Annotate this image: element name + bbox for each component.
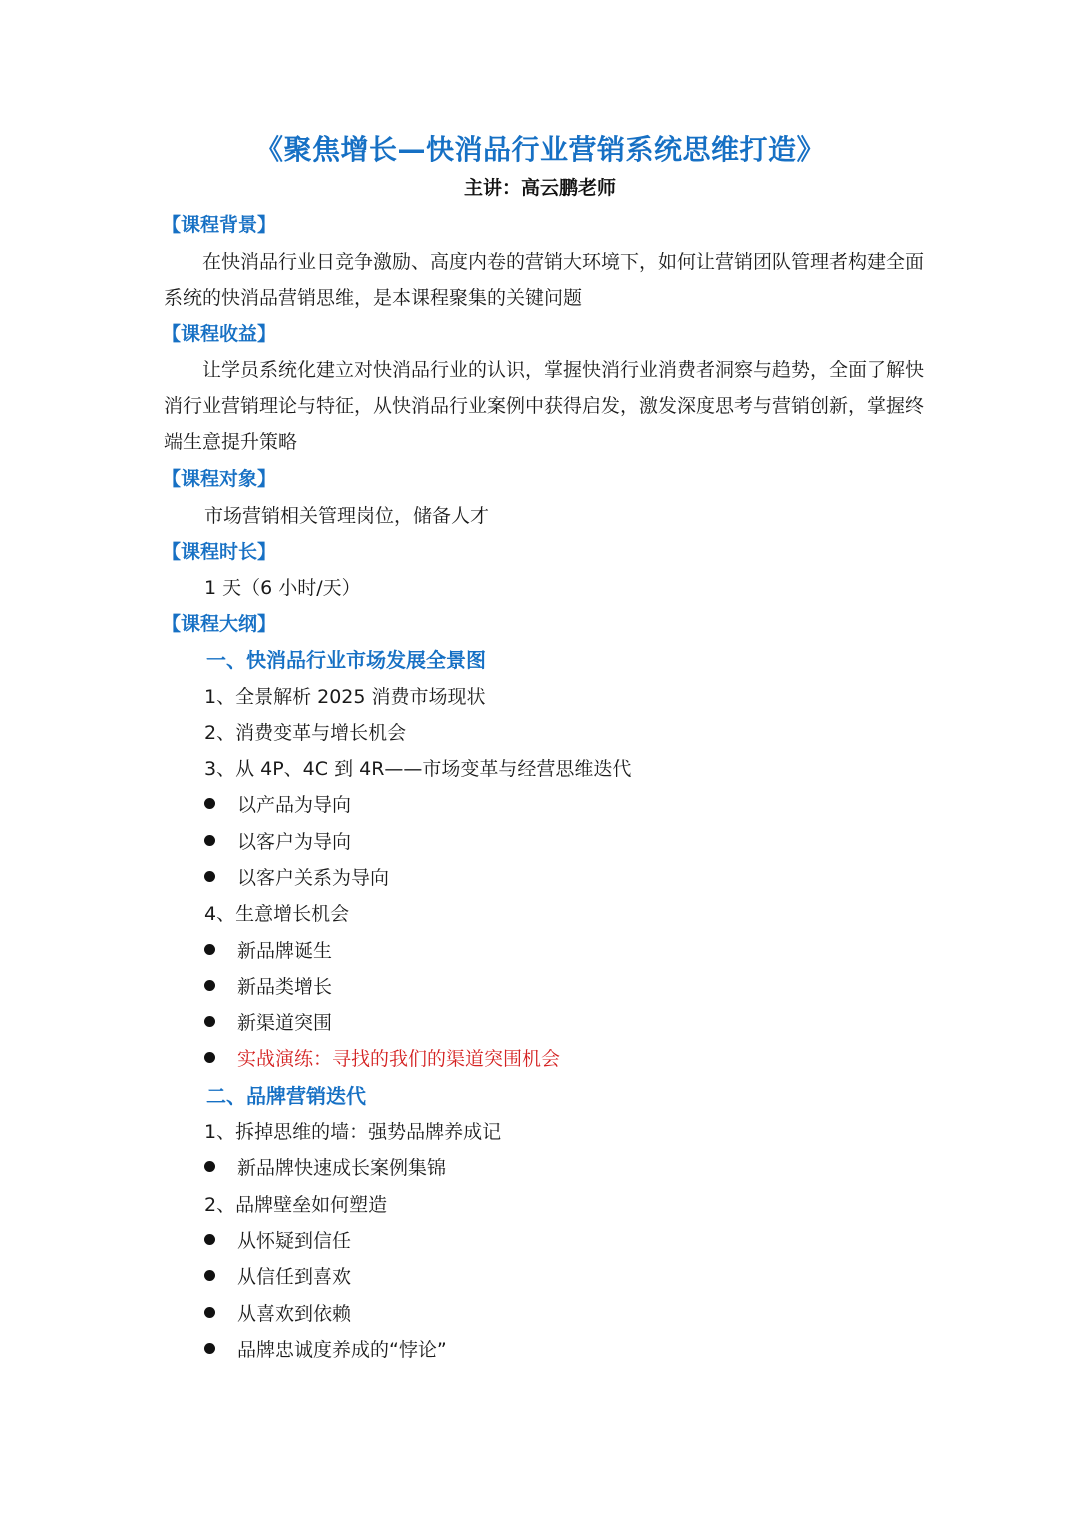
bullet-item: 以客户关系为导向 — [204, 860, 389, 896]
bullet-dot-icon — [204, 798, 215, 809]
bullet-dot-icon — [204, 944, 215, 955]
section-heading-background: 【课程背景】 — [162, 214, 277, 236]
outline-item: 2、品牌壁垒如何塑造 — [204, 1194, 388, 1216]
bullet-dot-icon — [204, 980, 215, 991]
bullet-item: 新品牌诞生 — [204, 933, 332, 969]
bullet-dot-icon — [204, 1016, 215, 1027]
bullet-item-exercise — [204, 1041, 560, 1077]
bullet-item: 从信任到喜欢 — [204, 1259, 351, 1295]
bullet-dot-icon — [204, 1234, 215, 1245]
benefits-paragraph: 让学员系统化建立对快消品行业的认识，掌握快消行业消费者洞察与趋势，全面了解快消行业营销理论与特征，从快消品行业案例中获得启发，激发深度思考与营销创新，掌握终端生意提升策略 — [164, 359, 925, 453]
bullet-dot-icon — [204, 1343, 215, 1354]
background-paragraph: 在快消品行业日竞争激励、高度内卷的营销大环境下，如何让营销团队管理者构建全面系统的快消品营销思维，是本课程聚集的关键问题 — [164, 251, 925, 309]
outline-item: 4、生意增长机会 — [204, 903, 350, 925]
outline-item: 1、拆掉思维的墙：强势品牌养成记 — [204, 1121, 502, 1143]
section-heading-duration: 【课程时长】 — [162, 541, 277, 563]
bullet-item: 新品类增长 — [204, 969, 332, 1005]
bullet-item: 从怀疑到信任 — [204, 1223, 351, 1259]
duration-text: 1 天（6 小时/天） — [204, 577, 361, 599]
bullet-dot-icon — [204, 1270, 215, 1281]
bullet-dot-icon — [204, 871, 215, 882]
bullet-item: 以客户为导向 — [204, 824, 351, 860]
outline-item: 3、从 4P、4C 到 4R——市场变革与经营思维迭代 — [204, 758, 632, 780]
chapter-title-1: 一、快消品行业市场发展全景图 — [206, 648, 486, 672]
section-heading-outline: 【课程大纲】 — [162, 613, 277, 635]
bullet-item: 品牌忠诚度养成的“悖论” — [204, 1332, 447, 1368]
outline-item: 2、消费变革与增长机会 — [204, 722, 407, 744]
bullet-item: 从喜欢到依赖 — [204, 1296, 351, 1332]
chapter-title-2: 二、品牌营销迭代 — [206, 1084, 366, 1108]
bullet-dot-icon — [204, 1052, 215, 1063]
bullet-dot-icon — [204, 1161, 215, 1172]
bullet-dot-icon — [204, 835, 215, 846]
outline-item: 1、全景解析 2025 消费市场现状 — [204, 686, 486, 708]
lecturer-line: 主讲：高云鹏老师 — [463, 177, 616, 199]
section-heading-benefits: 【课程收益】 — [162, 323, 277, 345]
bullet-item: 新渠道突围 — [204, 1005, 332, 1041]
exercise-text: 实战演练：寻找的我们的渠道突围机会 — [237, 1048, 561, 1070]
bullet-dot-icon — [204, 1307, 215, 1318]
section-heading-audience: 【课程对象】 — [162, 468, 277, 490]
page-title: 《聚焦增长—快消品行业营销系统思维打造》 — [254, 133, 825, 166]
bullet-item: 以产品为导向 — [204, 787, 351, 823]
audience-text: 市场营销相关管理岗位，储备人才 — [204, 505, 490, 527]
bullet-item: 新品牌快速成长案例集锦 — [204, 1150, 446, 1186]
